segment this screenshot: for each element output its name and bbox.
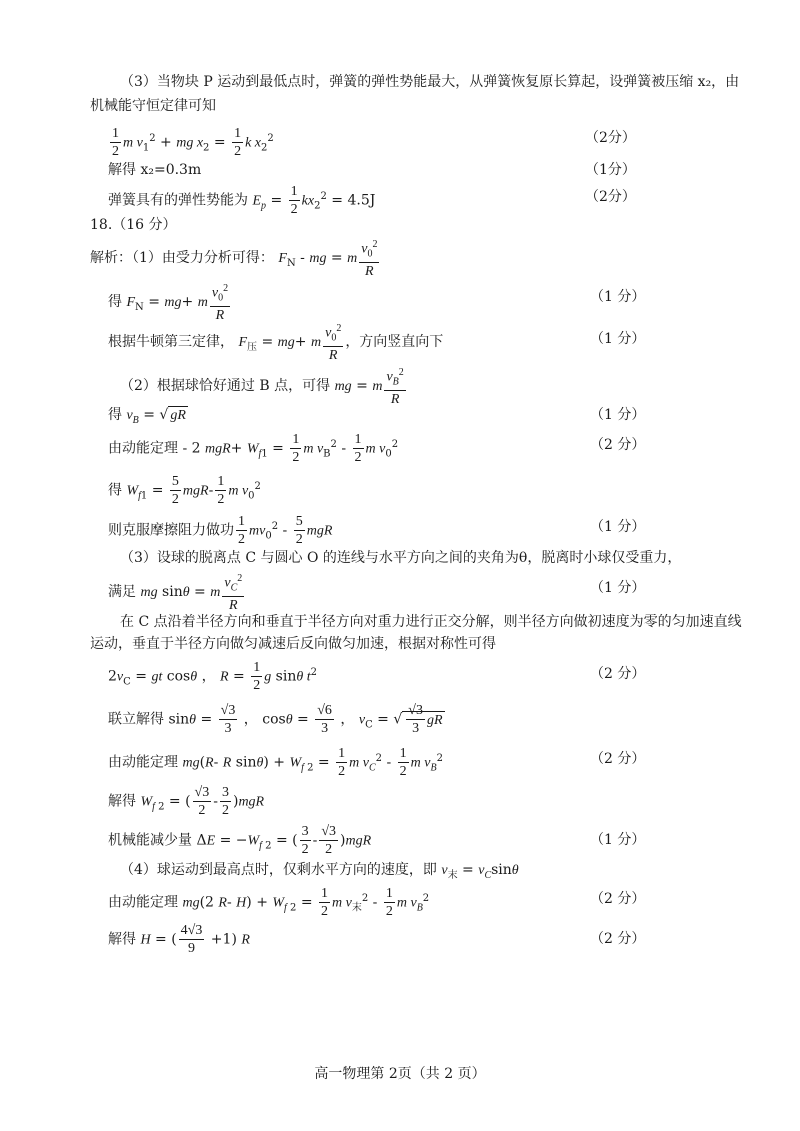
score-label: （1 分） [590,580,646,596]
q18-joint-solution: 联立解得 sinθ = $\frac{√3}{3}$ ， cosθ = $\frac{√6}{3}$ ， $v_C$ = √ $\frac{√3}{3}$ gR [108,703,443,736]
score-label: （1 分） [590,289,646,305]
q18-part4: （4）球运动到最高点时，仅剩水平方向的速度，即 $v_末 = v_C\sin\theta$ [120,862,519,881]
q18-part3-para-line1: 在 C 点沿着半径方向和垂直于半径方向对重力进行正交分解，则半径方向做初速度为零的匀加速直线 [120,614,742,630]
score-label: （2 分） [590,437,646,453]
q18-joint-label: 联立解得 [108,711,164,728]
q18-newton3-tail: ，方向竖直向下 [345,334,444,351]
q18-analysis-label: 解析：（1）由受力分析可得： [90,250,274,267]
equation-energy-conservation: $\frac{1}{2}$ m $v_1^2$ + mg $x_2$ = $\frac{1}{2}$ k $x_2^2$ [112,126,274,160]
score-label: （2分） [585,130,636,146]
score-label: （1分） [585,162,636,178]
score-label: （2 分） [590,751,646,767]
q18-overcome-label: 则克服摩擦阻力做功 [108,522,234,539]
q18-symmetry-equations: $2v_C$ = gt cosθ ， R = $\frac{1}{2}$ g sinθ $t^2$ [108,660,318,694]
q18-kinetic-energy-2: 由动能定理 mg(R- R $\sin\theta) + W_{f 2}$ = $\frac{1}{2}$ m $v_C^2$ - $\frac{1}{2}$ m $v_B^2$ [108,746,443,780]
q18-solve-wf2-label: 解得 [108,793,136,810]
q18-p4-label: （4）球运动到最高点时，仅剩水平方向的速度，即 [120,862,437,878]
score-label: （1 分） [590,407,646,423]
q18-p2-label: （2）根据球恰好通过 B 点，可得 [120,378,331,395]
q18-satisfy: 满足 mg sinθ = m $\frac{v_C^2}{R}$ [108,570,246,614]
score-label: （1 分） [590,331,646,347]
q18-part2: （2）根据球恰好通过 B 点，可得 mg = m $\frac{v_B^2}{R}$ [120,364,408,408]
q18-wf2: 解得 $W_{f 2}$ = ( $\frac{√3}{2}$ - $\frac{3}{2}$ )mgR [108,785,265,818]
score-label: （2 分） [590,891,646,907]
q18-de-wf1-label: 得 [108,482,122,499]
q18-solve-h-label: 解得 [108,931,136,948]
score-label: （2 分） [590,931,646,947]
score-label: （2分） [585,189,636,205]
part3-intro-line1: （3）当物块 P 运动到最低点时，弹簧的弹性势能最大，从弹簧恢复原长算起，设弹簧被压缩 x₂，由 [120,74,740,90]
q18-part3-para-line2: 运动，垂直于半径方向做匀减速后反向做匀加速，根据对称性可得 [90,636,496,652]
q18-wf1: 得 $W_{f1}$ = $\frac{5}{2}$ mgR- $\frac{1}{2}$ m $v_0^2$ [108,474,261,508]
q18-header: 18.（16 分） [90,217,177,233]
q18-kinetic-label: 由动能定理 [108,440,178,457]
page-footer: 高一物理第 2页（共 2 页） [314,1066,486,1082]
score-label: （2 分） [590,666,646,682]
q18-newton-third: 根据牛顿第三定律， $F_压 = mg+ m$ $\frac{v_0^2}{R}$ ，方向竖直向下 [108,320,443,365]
solve-x2: 解得 x₂=0.3m [108,162,202,178]
q18-height-result: 解得 H = ( $\frac{4√3}{9}$ +1) R [108,923,250,956]
score-label: （1 分） [590,832,646,848]
q18-kinetic2-label: 由动能定理 [108,754,178,771]
q18-part3-line1: （3）设球的脱离点 C 与圆心 O 的连线与水平方向之间的夹角为θ，脱离时小球仅受重力， [120,550,682,566]
q18-kinetic-energy-3: 由动能定理 mg(2 R- $H) + W_{f 2}$ = $\frac{1}{2}$ m $v_末^2$ - $\frac{1}{2}$ m $v_B^2$ [108,886,430,920]
q18-satisfy-label: 满足 [108,584,136,601]
q18-kinetic3-label: 由动能定理 [108,894,178,911]
q18-mechanical-energy-loss: 机械能减少量 $\Delta E = -W_{f 2}$ = ( $\frac{3}{2}$ - $\frac{√3}{2}$ )mgR [108,824,372,857]
q18-normal-force: 得 $F_N = mg+ m$ $\frac{v_0^2}{R}$ [108,280,232,325]
q18-mech-loss-label: 机械能减少量 [108,832,192,849]
q18-kinetic-energy-1: 由动能定理 - 2 $mgR+ W_{f1}$ = $\frac{1}{2}$ m $v_B^2$ - $\frac{1}{2}$ m $v_0^2$ [108,432,399,466]
spring-energy-value: 4.5J [347,192,376,209]
q18-force-analysis: 解析：（1）由受力分析可得： $F_N$ - mg = m $\frac{v_0^2}{R}$ [90,236,381,281]
part3-intro-line2: 机械能守恒定律可知 [90,98,216,114]
equation-spring-energy: 弹簧具有的弹性势能为 $E_p$ = $\frac{1}{2}$ $kx_2^2 = 4.5J$ [108,184,376,218]
q18-de-vb-label: 得 [108,407,122,423]
q18-vb: 得 $v_B$ = √ gR [108,407,186,426]
spring-energy-prefix: 弹簧具有的弹性势能为 [108,192,248,209]
q18-overcome-friction: 则克服摩擦阻力做功 $\frac{1}{2}$ $mv_0^2$ - $\frac{5}{2}$ mgR [108,514,333,548]
score-label: （1 分） [590,519,646,535]
q18-newton3-label: 根据牛顿第三定律， [108,334,234,351]
q18-de-label: 得 [108,294,122,311]
